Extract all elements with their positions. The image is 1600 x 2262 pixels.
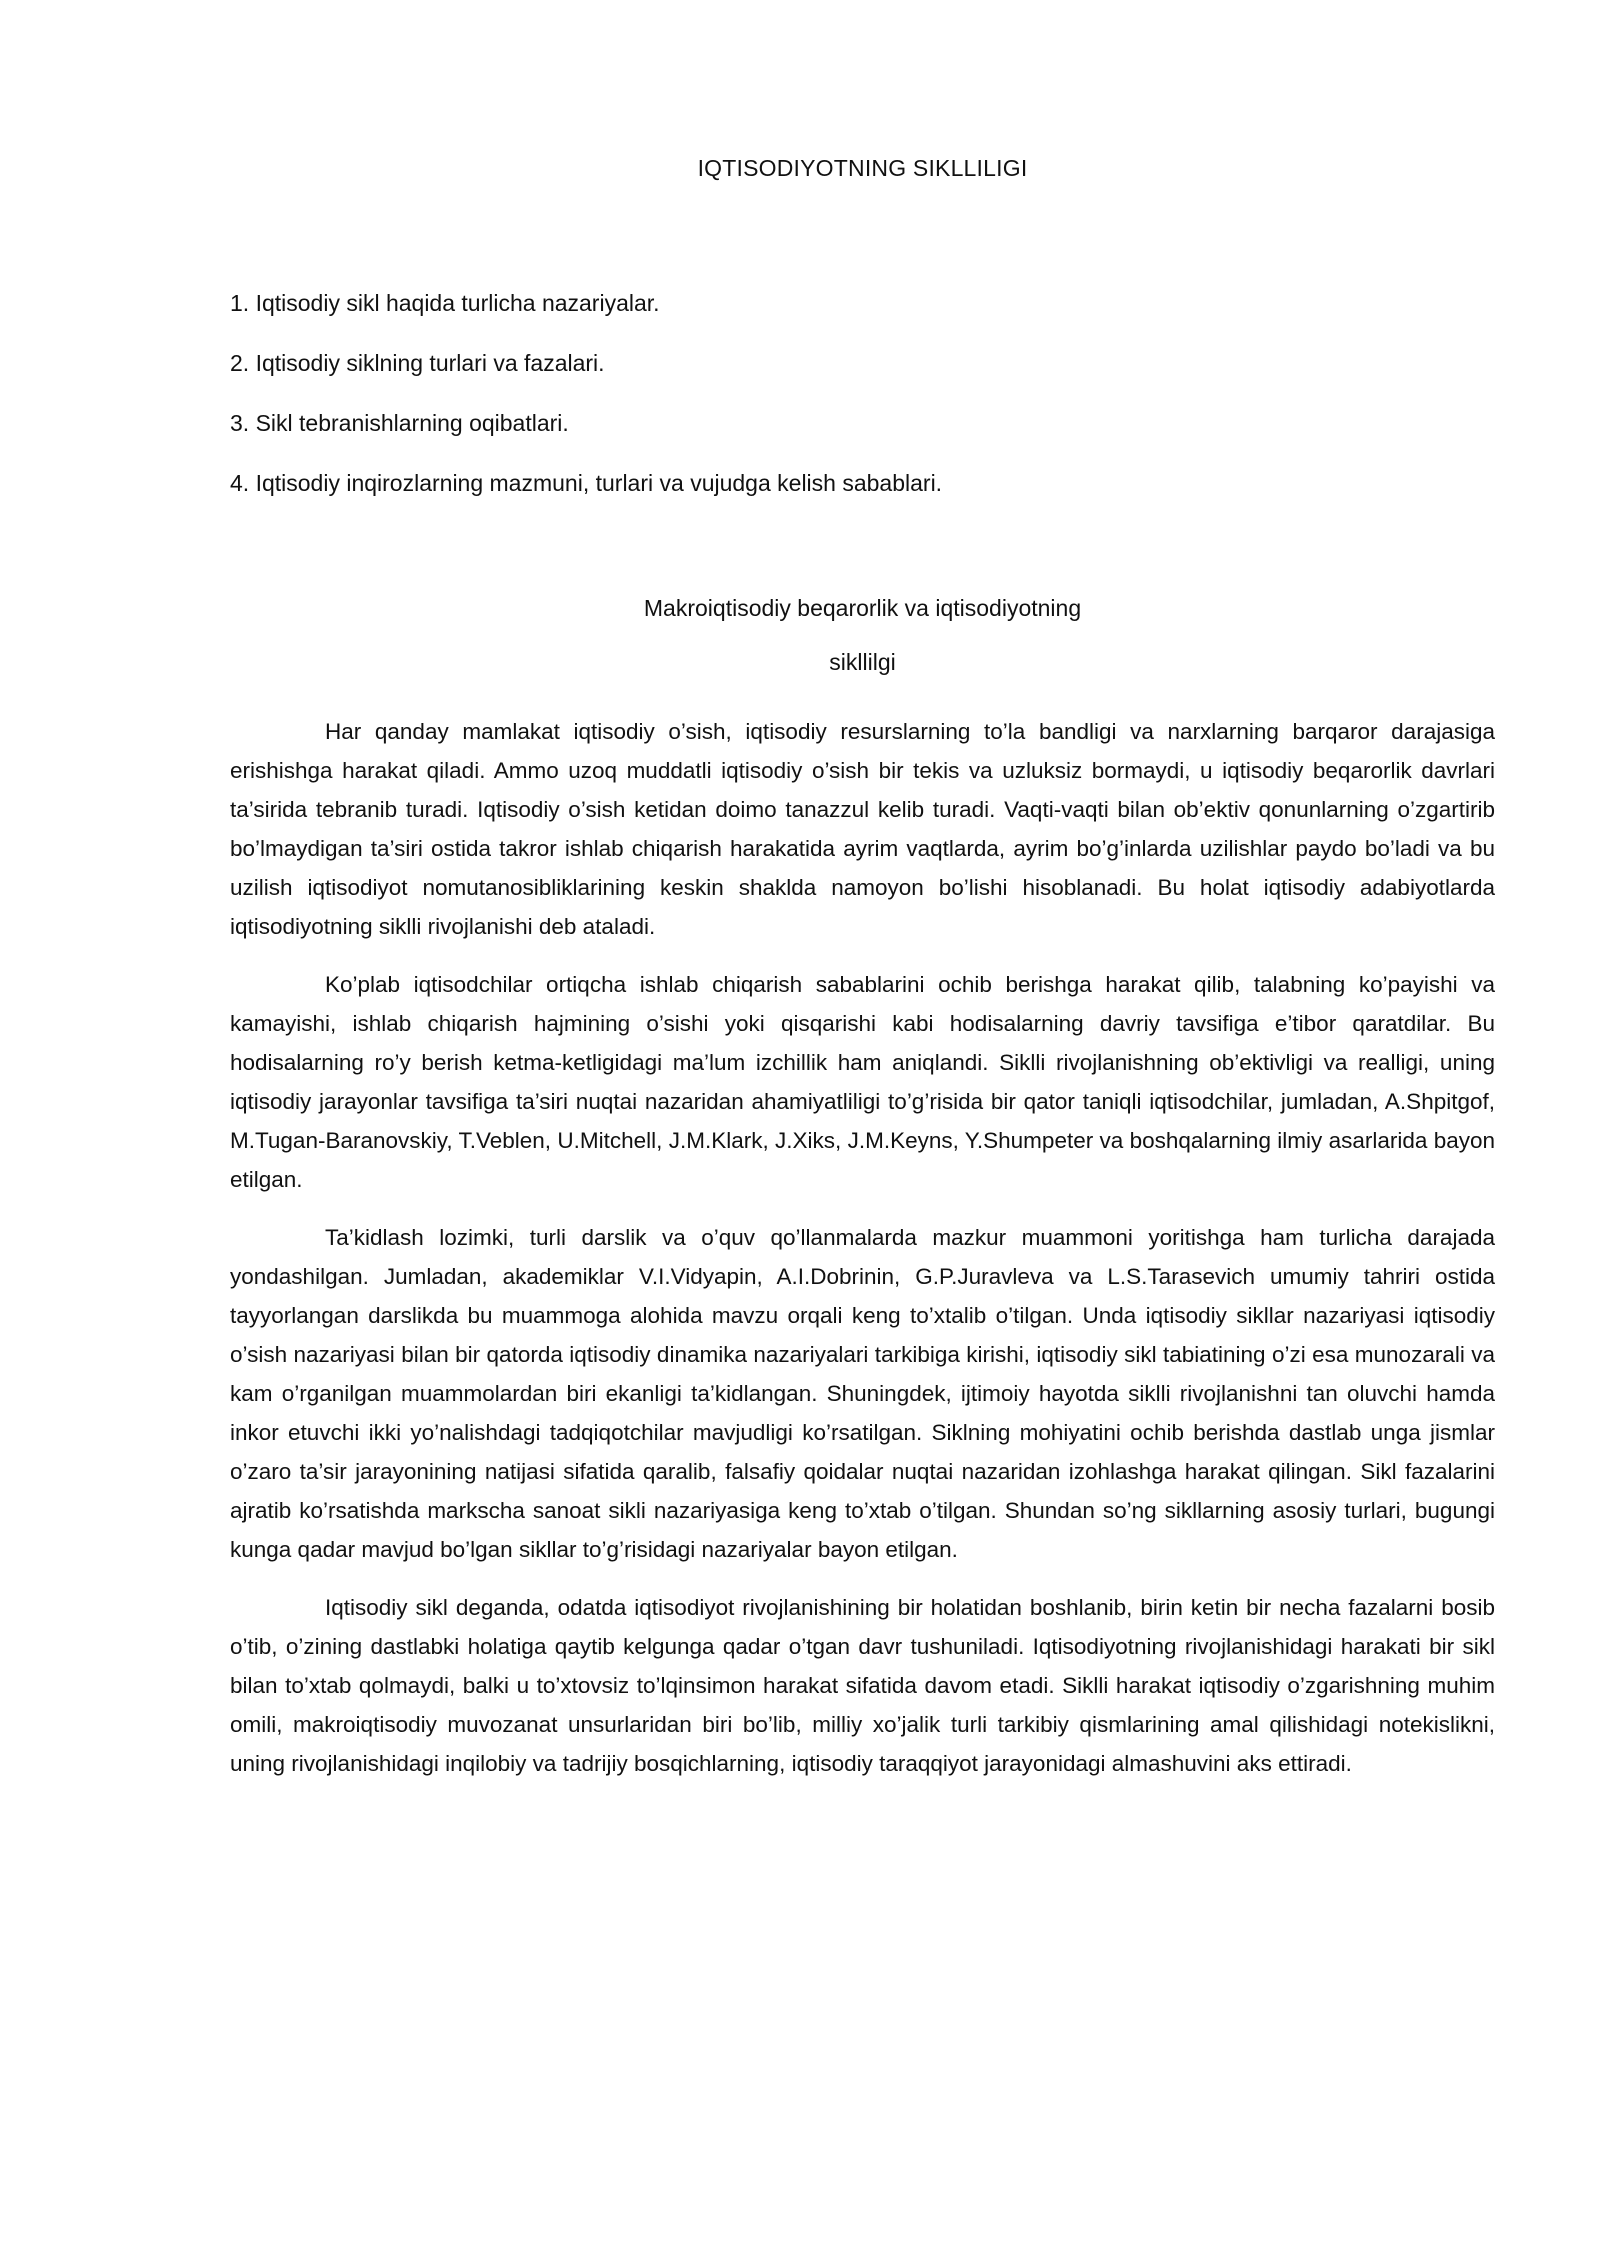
plan-item: 3. Sikl tebranishlarning oqibatlari. bbox=[230, 410, 569, 436]
paragraph: Iqtisodiy sikl deganda, odatda iqtisodiyot rivojlanishining bir holatidan boshlanib, birin ketin bir necha fazalarni bosib o’tib, o’zining dastlabki holatiga qaytib kelgunga qadar o’tgan davr tushuniladi. Iqtisodiyotning rivojlanishidagi harakati bir sikl bilan to’xtab qolmaydi, balki u to’xtovsiz to’lqinsimon harakat sifatida davom etadi. Siklli harakat iqtisodiy o’zgarishning muhim omili, makroiqtisodiy muvozanat unsurlaridan biri bo’lib, milliy xo’jalik turli tarkibiy qismlarining amal qilishidagi notekislikni, uning rivojlanishidagi inqilobiy va tadrijiy bosqichlarning, iqtisodiy taraqqiyot jarayonidagi almashuvini aks ettiradi. bbox=[230, 1595, 1495, 1776]
document-title: IQTISODIYOTNING SIKLLILIGI bbox=[697, 155, 1028, 181]
paragraph: Ta’kidlash lozimki, turli darslik va o’quv qo’llanmalarda mazkur muammoni yoritishga ham turlicha darajada yondashilgan. Jumladan, akademiklar V.I.Vidyapin, A.I.Dobrinin, G.P.Juravleva va L.S.Tarasevich umumiy tahriri ostida tayyorlangan darslikda bu muammoga alohida mavzu orqali keng to’xtalib o’tilgan. Unda iqtisodiy sikllar nazariyasi iqtisodiy o’sish nazariyasi bilan bir qatorda iqtisodiy dinamika nazariyalari tarkibiga kirishi, iqtisodiy sikl tabiatining o’zi esa munozarali va kam o’rganilgan muammolardan biri ekanligi ta’kidlangan. Shuningdek, ijtimoiy hayotda siklli rivojlanishni tan oluvchi hamda inkor etuvchi ikki yo’nalishdagi tadqiqotchilar mavjudligi ko’rsatilgan. Siklning mohiyatini ochib berishda dastlab unga jismlar o’zaro ta’sir jarayonining natijasi sifatida qaralib, falsafiy qoidalar nuqtai nazaridan izohlashga harakat qilingan. Sikl fazalarini ajratib ko’rsatishda markscha sanoat sikli nazariyasiga keng to’xtab o’tilgan. Shundan so’ng sikllarning asosiy turlari, bugungi kunga qadar mavjud bo’lgan sikllar to’g’risidagi nazariyalar bayon etilgan. bbox=[230, 1225, 1495, 1562]
paragraph: Ko’plab iqtisodchilar ortiqcha ishlab chiqarish sabablarini ochib berishga harakat qilib, talabning ko’payishi va kamayishi, ishlab chiqarish hajmining o’sishi yoki qisqarishi kabi hodisalarning davriy tavsifiga e’tibor qaratdilar. Bu hodisalarning ro’y berish ketma-ketligidagi ma’lum izchillik ham aniqlandi. Siklli rivojlanishning ob’ektivligi va realligi, uning iqtisodiy jarayonlar tavsifiga ta’siri nuqtai nazaridan ahamiyatliligi to’g’risida bir qator taniqli iqtisodchilar, jumladan, A.Shpitgof, M.Tugan-Baranovskiy, T.Veblen, U.Mitchell, J.M.Klark, J.Xiks, J.M.Keyns, Y.Shumpeter va boshqalarning ilmiy asarlarida bayon etilgan. bbox=[230, 972, 1495, 1192]
section-heading-line-1: Makroiqtisodiy beqarorlik va iqtisodiyotning bbox=[643, 595, 1082, 621]
section-heading-line-2: sikllilgi bbox=[829, 649, 896, 675]
plan-item: 2. Iqtisodiy siklning turlari va fazalari. bbox=[230, 350, 605, 376]
plan-item: 1. Iqtisodiy sikl haqida turlicha nazariyalar. bbox=[230, 290, 660, 316]
section-heading bbox=[230, 591, 1495, 679]
plan-item: 4. Iqtisodiy inqirozlarning mazmuni, turlari va vujudga kelish sabablari. bbox=[230, 470, 943, 496]
topic-plan-list bbox=[230, 286, 1495, 526]
paragraph: Har qanday mamlakat iqtisodiy o’sish, iqtisodiy resurslarning to’la bandligi va narxlarning barqaror darajasiga erishishga harakat qiladi. Ammo uzoq muddatli iqtisodiy o’sish bir tekis va uzluksiz bormaydi, u iqtisodiy beqarorlik davrlari ta’sirida tebranib turadi. Iqtisodiy o’sish ketidan doimo tanazzul kelib turadi. Vaqti-vaqti bilan ob’ektiv qonunlarning o’zgartirib bo’lmaydigan ta’siri ostida takror ishlab chiqarish harakatida ayrim vaqtlarda, ayrim bo’g’inlarda uzilishlar paydo bo’ladi va bu uzilish iqtisodiyot nomutanosibliklarining keskin shaklda namoyon bo’lishi hisoblanadi. Bu holat iqtisodiy adabiyotlarda iqtisodiyotning siklli rivojlanishi deb ataladi. bbox=[230, 719, 1495, 939]
body-text bbox=[230, 712, 1495, 1802]
